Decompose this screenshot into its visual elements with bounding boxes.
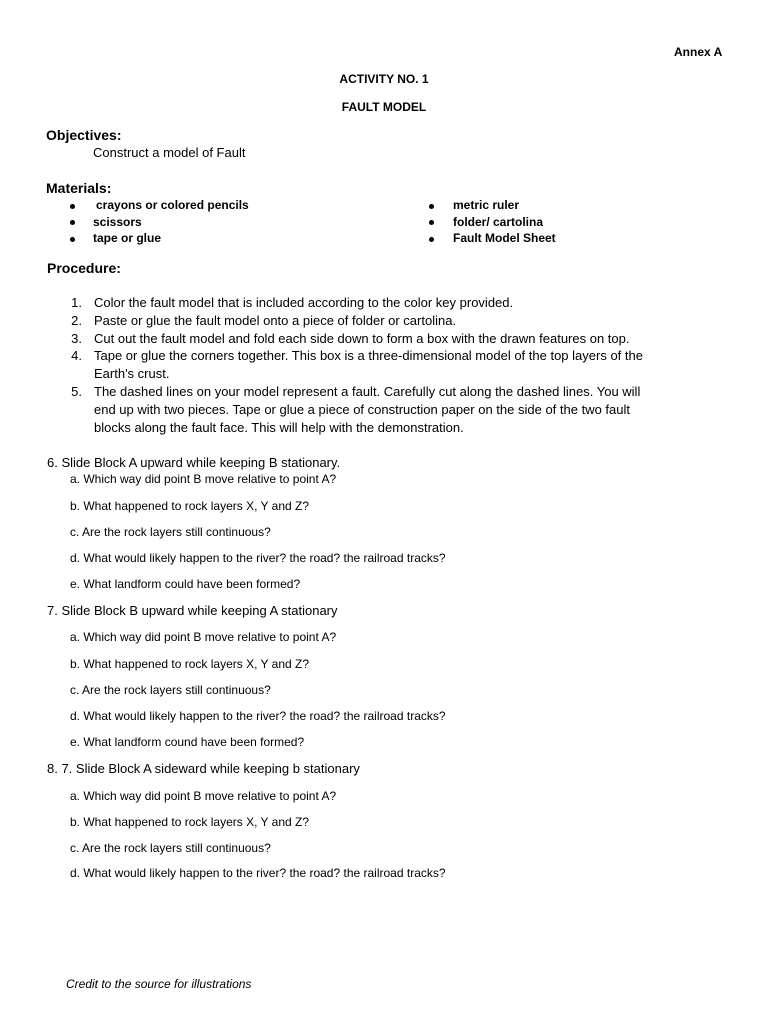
step-number: 1. (71, 295, 82, 310)
step-text: Tape or glue the corners together. This box is a three-dimensional model of the top layers of the (94, 348, 643, 363)
material-label: metric ruler (453, 198, 520, 212)
step-number: 4. (71, 348, 82, 363)
question-item: d. What would likely happen to the river? the road? the railroad tracks? (70, 551, 446, 565)
question-item: a. Which way did point B move relative to point A? (70, 630, 337, 644)
step-text: Earth's crust. (94, 366, 170, 381)
step-text: blocks along the fault face. This will help with the demonstration. (94, 420, 464, 435)
material-label: tape or glue (93, 231, 162, 245)
material-label: folder/ cartolina (453, 215, 544, 229)
question-item: b. What happened to rock layers X, Y and Z? (70, 815, 310, 829)
procedure-heading: Procedure: (47, 260, 121, 276)
bullet-icon (70, 204, 75, 209)
question-item: c. Are the rock layers still continuous? (70, 841, 271, 855)
material-label: scissors (93, 215, 142, 229)
materials-heading: Materials: (46, 180, 112, 196)
question-item: b. What happened to rock layers X, Y and Z? (70, 499, 310, 513)
step-text: Color the fault model that is included according to the color key provided. (94, 295, 514, 310)
bullet-icon (70, 237, 75, 242)
question-item: e. What landform cound have been formed? (70, 735, 305, 749)
step-number: 3. (71, 331, 82, 346)
bullet-icon (429, 220, 434, 225)
question-title: 8. 7. Slide Block A sideward while keeping b stationary (47, 761, 360, 776)
objectives-heading: Objectives: (46, 127, 122, 143)
step-number: 2. (71, 313, 82, 328)
objectives-text: Construct a model of Fault (93, 145, 246, 160)
bullet-icon (429, 204, 434, 209)
question-item: b. What happened to rock layers X, Y and Z? (70, 657, 310, 671)
bullet-icon (70, 220, 75, 225)
question-item: d. What would likely happen to the river? the road? the railroad tracks? (70, 866, 446, 880)
question-item: c. Are the rock layers still continuous? (70, 525, 271, 539)
question-item: c. Are the rock layers still continuous? (70, 683, 271, 697)
question-item: e. What landform could have been formed? (70, 577, 301, 591)
question-item: d. What would likely happen to the river? the road? the railroad tracks? (70, 709, 446, 723)
material-label: crayons or colored pencils (96, 198, 249, 212)
page-title: FAULT MODEL (341, 100, 427, 114)
question-item: a. Which way did point B move relative to point A? (70, 789, 337, 803)
step-number: 5. (71, 384, 82, 399)
step-text: Paste or glue the fault model onto a piece of folder or cartolina. (94, 313, 457, 328)
credit-note: Credit to the source for illustrations (66, 977, 252, 991)
question-item: a. Which way did point B move relative to point A? (70, 472, 337, 486)
bullet-icon (429, 237, 434, 242)
annex-label: Annex A (674, 45, 723, 59)
step-text: Cut out the fault model and fold each side down to form a box with the drawn features on top. (94, 331, 630, 346)
step-text: The dashed lines on your model represent a fault. Carefully cut along the dashed lines. You will (94, 384, 641, 399)
step-text: end up with two pieces. Tape or glue a piece of construction paper on the side of the two fault (94, 402, 630, 417)
question-title: 7. Slide Block B upward while keeping A stationary (47, 603, 338, 618)
activity-number: ACTIVITY NO. 1 (339, 72, 429, 86)
question-title: 6. Slide Block A upward while keeping B stationary. (47, 455, 341, 470)
material-label: Fault Model Sheet (453, 231, 556, 245)
